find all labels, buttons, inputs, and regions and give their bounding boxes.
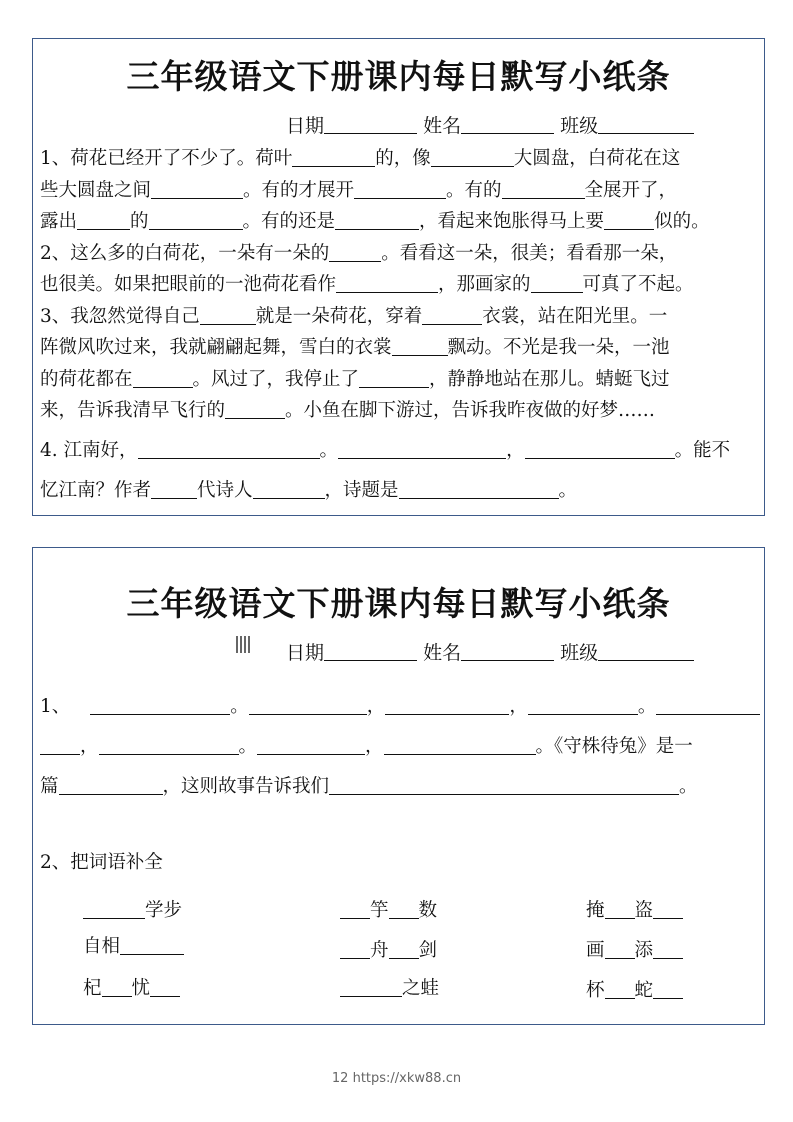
slip-title: 三年级语文下册课内每日默写小纸条 [126,584,671,623]
blank[interactable] [102,978,132,997]
blank[interactable] [90,696,230,715]
text: ， [509,696,528,717]
word-item [340,936,437,962]
text: 。 [558,480,578,501]
blank[interactable] [528,696,638,715]
date-label: 日期 [286,642,325,664]
blank[interactable] [653,980,683,999]
blank[interactable] [338,440,506,459]
blank[interactable] [605,900,635,919]
text: 。看看这一朵，很美；看看那一朵， [381,242,678,264]
text: 1、荷花已经开了不少了。荷叶 [40,148,293,169]
text: 舟 [370,940,389,961]
page-footer: 12 https://xkw88.cn [331,1071,462,1086]
text: ，这则故事告诉我们 [162,776,330,797]
blank[interactable] [40,736,80,755]
word-item [83,932,184,958]
text: 盗 [634,900,654,921]
student-info-row [286,638,694,665]
text: 大圆盘，白荷花在这 [513,148,681,169]
text: 学步 [145,900,183,921]
passage-line [40,175,762,207]
text: 来，告诉我清早飞行的 [40,400,226,421]
text: 露出 [40,211,78,232]
q1-line [40,692,760,718]
text: 。 [319,439,339,461]
text: 忆江南？作者 [40,480,152,501]
blank[interactable] [604,211,654,230]
word-item [340,974,439,1000]
blank[interactable] [399,480,559,499]
text: 似的。 [654,211,710,232]
word-item [83,974,180,1000]
slip-title: 三年级语文下册课内每日默写小纸条 [126,57,671,96]
text: 蛇 [634,980,654,1001]
word-item [340,896,437,922]
text: 之蛙 [402,978,440,999]
blank[interactable] [354,180,446,199]
text: 些大圆盘之间 [40,179,152,201]
text: 的，像 [375,148,431,169]
text: 。 [238,736,258,757]
passage-line [40,332,762,364]
text: 可真了不起。 [582,274,694,295]
date-field[interactable] [324,115,417,134]
text: 2、这么多的白荷花，一朵有一朵的 [40,242,330,264]
text: ， [506,439,525,461]
blank[interactable] [653,940,683,959]
text: 代诗人 [197,480,253,501]
blank[interactable] [83,900,145,919]
word-item [586,976,683,1002]
text: 。 [230,696,249,717]
text: 。有的 [446,179,502,201]
blank[interactable] [389,940,419,959]
poem-line [40,475,762,507]
blank[interactable] [59,776,163,795]
poem-line [40,435,762,467]
student-info-row [286,111,694,138]
text: 画 [586,940,605,961]
blank[interactable] [225,400,285,419]
q1-line [40,772,698,798]
text: 飘动。不光是我一朵，一池 [447,337,670,358]
text: 。风过了，我停止了 [192,368,360,390]
text: 竽 [370,900,389,921]
class-label: 班级 [560,115,599,137]
blank[interactable] [389,900,419,919]
text: 。小鱼在脚下游过，告诉我昨夜做的好梦…… [285,400,656,421]
text: 4. 江南好， [40,439,138,461]
text: 自相 [83,936,121,957]
blank[interactable] [151,480,197,499]
blank[interactable] [340,978,402,997]
blank[interactable] [340,900,370,919]
passage-line [40,395,762,427]
dictation-slip-2 [32,547,765,1025]
dictation-slip-1 [32,38,765,516]
blank[interactable] [329,243,381,262]
blank[interactable] [385,696,509,715]
text: 。有的才展开 [243,179,355,201]
blank[interactable] [335,211,419,230]
blank[interactable] [336,274,438,293]
blank[interactable] [605,980,635,999]
text: 忧 [131,978,151,999]
date-field[interactable] [324,642,417,661]
text: 。 [679,776,698,797]
text: 3、我忽然觉得自己 [40,305,200,327]
name-field[interactable] [461,115,554,134]
blank[interactable] [249,696,367,715]
passage-line [40,269,762,301]
text: 的 [130,211,149,232]
text: 衣裳，站在阳光里。一 [482,305,668,327]
passage-line [40,238,762,270]
passage-line [40,364,762,396]
blank[interactable] [138,440,320,459]
text: 1、 [40,696,71,717]
blank[interactable] [653,900,683,919]
word-item [83,896,182,922]
date-label: 日期 [286,115,325,137]
blank[interactable] [340,940,370,959]
q2-title: 2、把词语补全 [40,852,163,873]
text: 阵微风吹过来，我就翩翩起舞，雪白的衣裳 [40,337,392,358]
text: 。能不 [674,439,731,461]
text: ， [80,736,99,757]
class-field[interactable] [598,642,694,661]
passage-line [40,301,762,333]
text: 也很美。如果把眼前的一池荷花看作 [40,274,337,295]
passage-line [40,206,762,238]
text: 数 [418,900,438,921]
passage-fill-in [40,143,762,507]
text: ，静静地站在那儿。蜻蜓飞过 [429,368,670,390]
text: 。有的还是 [242,211,336,232]
blank[interactable] [150,978,180,997]
qr-code-icon [236,636,252,653]
blank[interactable] [329,776,679,795]
blank[interactable] [133,369,193,388]
blank[interactable] [525,440,675,459]
text: ，那画家的 [438,274,531,295]
text: 掩 [586,900,605,921]
word-item [586,896,683,922]
blank[interactable] [292,148,375,167]
text: 。 [637,696,657,717]
blank[interactable] [392,337,448,356]
text: ， [366,696,386,717]
text: ，诗题是 [324,480,399,501]
text: 剑 [418,940,438,961]
blank[interactable] [605,940,635,959]
blank[interactable] [200,306,256,325]
blank[interactable] [77,211,130,230]
blank[interactable] [151,180,243,199]
name-label: 姓名 [423,115,462,137]
q1-line [40,732,693,758]
text: 就是一朵荷花，穿着 [255,305,423,327]
passage-line [40,143,762,175]
text: ， [365,736,384,757]
text: 。《守株待兔》是一 [535,736,693,757]
text: 杞 [83,978,102,999]
blank[interactable] [531,274,583,293]
text: 杯 [586,980,605,1001]
class-field[interactable] [598,115,694,134]
text: 全展开了， [584,179,678,201]
text: ，看起来饱胀得马上要 [419,211,605,232]
blank[interactable] [422,306,482,325]
blank[interactable] [120,936,184,955]
name-field[interactable] [461,642,554,661]
blank[interactable] [431,148,514,167]
blank[interactable] [253,480,325,499]
blank[interactable] [257,736,365,755]
blank[interactable] [149,211,243,230]
name-label: 姓名 [423,642,462,664]
class-label: 班级 [560,642,599,664]
text: 添 [634,940,654,961]
blank[interactable] [384,736,536,755]
text: 篇 [40,776,59,797]
text: 的荷花都在 [40,368,133,390]
word-item [586,936,683,962]
blank[interactable] [99,736,239,755]
blank[interactable] [502,180,585,199]
blank[interactable] [359,369,429,388]
blank[interactable] [656,696,760,715]
